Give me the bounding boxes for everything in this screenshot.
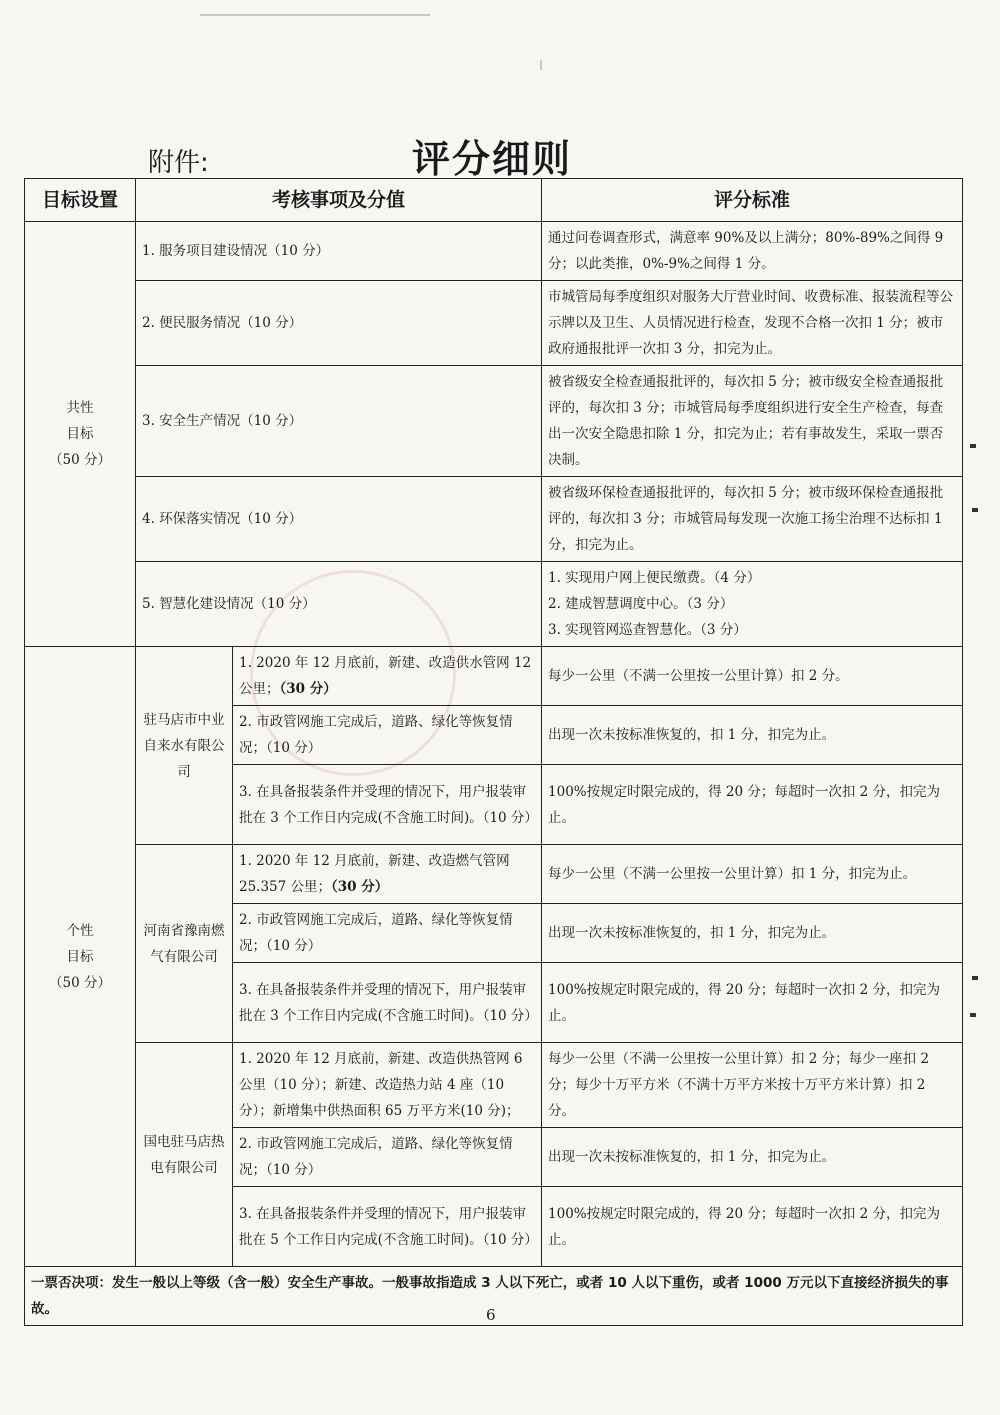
individual-goal-label — [25, 647, 136, 1267]
item-cell: 1. 2020 年 12 月底前，新建、改造供热管网 6 公里（10 分）；新建、改造热力站 4 座（10 分）；新增集中供热面积 65 万平方米(10 分)； — [233, 1043, 542, 1128]
criteria-cell: 出现一次未按标准恢复的，扣 1 分，扣完为止。 — [542, 904, 963, 963]
table-row — [25, 845, 963, 904]
table-row — [25, 222, 963, 281]
veto-text: 一票否决项：发生一般以上等级（含一般）安全生产事故。一般事故指造成 3 人以下死亡，或者 10 人以下重伤，或者 1000 万元以下直接经济损失的事故。 — [25, 1267, 963, 1326]
page-title: 评分细则 — [412, 137, 573, 181]
item-cell: 2. 市政管网施工完成后，道路、绿化等恢复情况；（10 分） — [233, 706, 542, 765]
criteria-cell: 每少一公里（不满一公里按一公里计算）扣 2 分；每少一座扣 2 分；每少十万平方米（不满十万平方米按十万平方米计算）扣 2 分。 — [542, 1043, 963, 1128]
header-items: 考核事项及分值 — [136, 179, 542, 222]
company-name: 河南省豫南燃气有限公司 — [136, 845, 233, 1043]
criteria-cell: 100%按规定时限完成的，得 20 分；每超时一次扣 2 分，扣完为止。 — [542, 963, 963, 1043]
item-cell: 3. 在具备报装条件并受理的情况下，用户报装审批在 3 个工作日内完成(不含施工时间)。（10 分） — [233, 963, 542, 1043]
header-goal: 目标设置 — [25, 179, 136, 222]
page-number: 6 — [486, 1306, 496, 1324]
label-line: 共性 — [66, 400, 94, 416]
item-score: （30 分） — [331, 879, 389, 895]
table-row — [25, 562, 963, 647]
item-cell: 3. 在具备报装条件并受理的情况下，用户报装审批在 3 个工作日内完成(不含施工时间)。（10 分） — [233, 765, 542, 845]
company-name: 驻马店市中业自来水有限公司 — [136, 647, 233, 845]
criteria-line: 1. 实现用户网上便民缴费。（4 分） — [548, 570, 761, 586]
scoring-table — [24, 178, 963, 1326]
table-row — [25, 281, 963, 366]
table-row — [25, 1043, 963, 1128]
table-row — [25, 477, 963, 562]
item-score: （30 分） — [279, 681, 337, 697]
label-line: 目标 — [66, 948, 94, 965]
item-cell: 2. 便民服务情况（10 分） — [136, 281, 542, 366]
criteria-cell — [542, 562, 963, 647]
item-cell: 3. 安全生产情况（10 分） — [136, 366, 542, 477]
table-row — [25, 366, 963, 477]
item-cell: 5. 智慧化建设情况（10 分） — [136, 562, 542, 647]
item-cell — [233, 845, 542, 904]
criteria-cell: 通过问卷调查形式，满意率 90%及以上满分；80%-89%之间得 9 分；以此类推，0%-9%之间得 1 分。 — [542, 222, 963, 281]
criteria-cell: 被省级环保检查通报批评的，每次扣 5 分；被市级环保检查通报批评的，每次扣 3 分；市城管局每发现一次施工扬尘治理不达标扣 1 分，扣完为止。 — [542, 477, 963, 562]
item-cell: 1. 服务项目建设情况（10 分） — [136, 222, 542, 281]
item-text: 1. 2020 年 12 月底前，新建、改造供水管网 12 公里； — [239, 655, 532, 697]
scan-mark — [200, 14, 430, 16]
item-text: 1. 2020 年 12 月底前，新建、改造燃气管网 25.357 公里； — [239, 853, 510, 895]
item-cell: 4. 环保落实情况（10 分） — [136, 477, 542, 562]
item-cell: 3. 在具备报装条件并受理的情况下，用户报装审批在 5 个工作日内完成(不含施工时间)。（10 分） — [233, 1187, 542, 1267]
criteria-cell: 市城管局每季度组织对服务大厅营业时间、收费标准、报装流程等公示牌以及卫生、人员情况进行检查，发现不合格一次扣 1 分；被市政府通报批评一次扣 3 分，扣完为止。 — [542, 281, 963, 366]
criteria-cell: 每少一公里（不满一公里按一公里计算）扣 2 分。 — [542, 647, 963, 706]
attachment-label: 附件: — [148, 148, 209, 178]
criteria-line: 2. 建成智慧调度中心。（3 分） — [548, 596, 734, 612]
item-cell: 2. 市政管网施工完成后，道路、绿化等恢复情况；（10 分） — [233, 1128, 542, 1187]
criteria-cell: 每少一公里（不满一公里按一公里计算）扣 1 分，扣完为止。 — [542, 845, 963, 904]
criteria-cell: 出现一次未按标准恢复的，扣 1 分，扣完为止。 — [542, 1128, 963, 1187]
criteria-line: 3. 实现管网巡查智慧化。（3 分） — [548, 622, 747, 638]
scan-mark — [540, 60, 542, 70]
item-cell — [233, 647, 542, 706]
table-row — [25, 647, 963, 706]
company-name: 国电驻马店热电有限公司 — [136, 1043, 233, 1267]
label-line: 目标 — [66, 426, 94, 442]
label-line: 个性 — [66, 922, 94, 939]
header-criteria: 评分标准 — [542, 179, 963, 222]
scan-dot — [970, 1013, 976, 1017]
item-cell: 2. 市政管网施工完成后，道路、绿化等恢复情况；（10 分） — [233, 904, 542, 963]
label-line: （50 分） — [49, 974, 111, 991]
criteria-cell: 100%按规定时限完成的，得 20 分；每超时一次扣 2 分，扣完为止。 — [542, 765, 963, 845]
scan-dot — [970, 444, 976, 448]
scan-dot — [972, 508, 978, 512]
label-line: （50 分） — [49, 452, 111, 468]
scan-dot — [972, 976, 978, 980]
table-header-row — [25, 179, 963, 222]
criteria-cell: 被省级安全检查通报批评的，每次扣 5 分；被市级安全检查通报批评的，每次扣 3 分；市城管局每季度组织进行安全生产检查，每查出一次安全隐患扣除 1 分，扣完为止；若有事故发生，采取一票否决制。 — [542, 366, 963, 477]
common-goal-label — [25, 222, 136, 647]
criteria-cell: 100%按规定时限完成的，得 20 分；每超时一次扣 2 分，扣完为止。 — [542, 1187, 963, 1267]
criteria-cell: 出现一次未按标准恢复的，扣 1 分，扣完为止。 — [542, 706, 963, 765]
